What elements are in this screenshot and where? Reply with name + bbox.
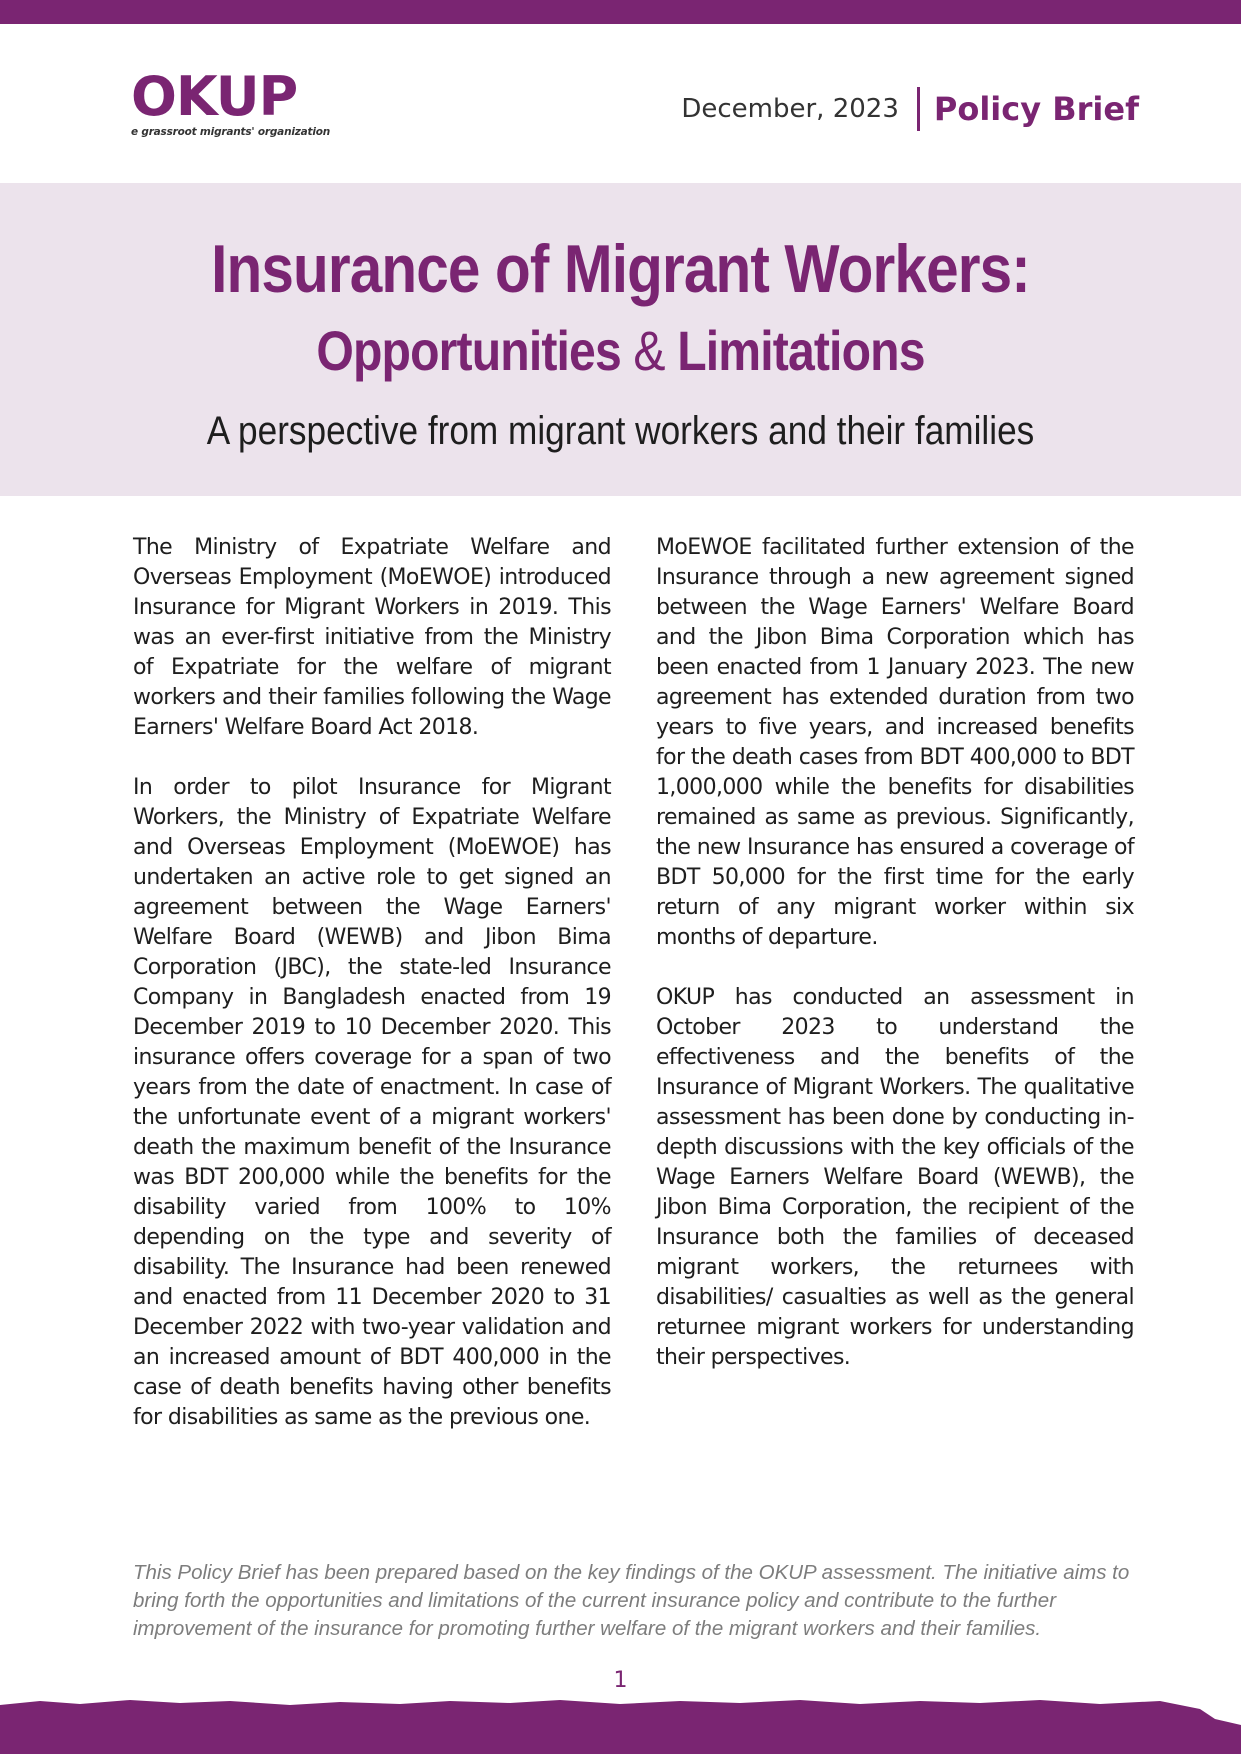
document-title: Insurance of Migrant Workers: [211, 231, 1030, 307]
body-paragraph: The Ministry of Expatriate Welfare and Overseas Employment (MoEWOE) introduced Insurance for Migrant Workers in 2019. This was an ever-first initiative from the Ministry of Expatriate for the welfare of migrant workers and their families following the Wage Earners' Welfare Board Act 2018. [133, 535, 611, 740]
header-meta [681, 86, 1139, 132]
logo-wordmark: OKUP [131, 65, 298, 128]
document-subtitle [87, 318, 1154, 384]
publication-date: December, 2023 [681, 94, 899, 124]
body-paragraph: OKUP has conducted an assessment in October 2023 to understand the effectiveness and the benefits of the Insurance of Migrant Workers. The qualitative assessment has been done by conducting in-depth discussions with the key officials of the Wage Earners Welfare Board (WEWB), the Jibon Bima Corporation, the recipient of the Insurance both the families of deceased migrant workers, the returnees with disabilities/ casualties as well as the general returnee migrant workers for understanding their perspectives. [656, 985, 1134, 1370]
footnote: This Policy Brief has been prepared based on the key findings of the OKUP assessment. The initiative aims to bring forth the opportunities and limitations of the current insurance policy and contribute to the further improvement of the insurance for promoting further welfare of the migrant workers and their families. [133, 1561, 1130, 1640]
bottom-decorative-band [0, 1695, 1241, 1754]
okup-logo [131, 65, 331, 138]
body-column-right [656, 533, 1134, 1403]
document-tagline: A perspective from migrant workers and their families [206, 409, 1035, 453]
top-accent-bar [0, 0, 1241, 24]
logo-tagline: e grassroot migrants' organization [131, 126, 331, 138]
page-number: 1 [613, 1668, 628, 1693]
body-paragraph: MoEWOE facilitated further extension of the Insurance through a new agreement signed between the Wage Earners' Welfare Board and the Jibon Bima Corporation which has been enacted from 1 January 2023. The new agreement has extended duration from two years to five years, and increased benefits for the death cases from BDT 400,000 to BDT 1,000,000 while the benefits for disabilities remained as same as previous. Significantly, the new Insurance has ensured a coverage of BDT 50,000 for the first time for the early return of any migrant worker within six months of departure. [656, 535, 1134, 950]
body-column-left [133, 533, 611, 1463]
body-paragraph: In order to pilot Insurance for Migrant Workers, the Ministry of Expatriate Welfare and Overseas Employment (MoEWOE) has undertaken an active role to get signed an agreement between the Wage Earners' Welfare Board (WEWB) and Jibon Bima Corporation (JBC), the state-led Insurance Company in Bangladesh enacted from 19 December 2019 to 10 December 2020. This insurance offers coverage for a span of two years from the date of enactment. In case of the unfortunate event of a migrant workers' death the maximum benefit of the Insurance was BDT 200,000 while the benefits for the disability varied from 100% to 10% depending on the type and severity of disability. The Insurance had been renewed and enacted from 11 December 2020 to 31 December 2022 with two-year validation and an increased amount of BDT 400,000 in the case of death benefits having other benefits for disabilities as same as the previous one. [133, 775, 611, 1430]
subtitle-part-1: Opportunities [316, 319, 634, 382]
header-divider [917, 87, 920, 131]
document-type: Policy Brief [933, 90, 1139, 128]
subtitle-part-2: Limitations [664, 319, 925, 382]
subtitle-ampersand: & [633, 319, 665, 382]
